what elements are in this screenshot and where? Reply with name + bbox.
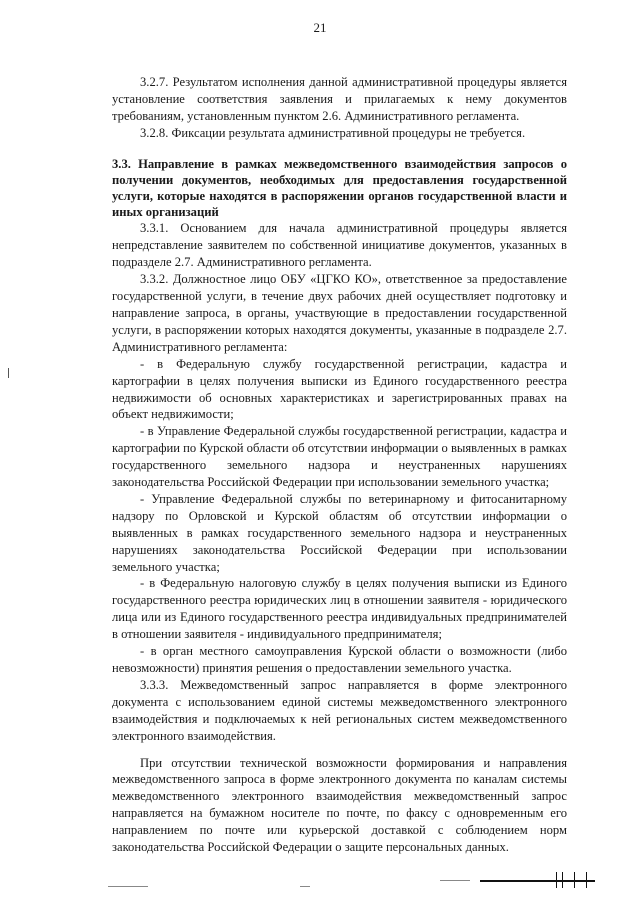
section-heading-3-3: 3.3. Направление в рамках межведомственного взаимодействия запросов о получении документов, необходимых для предоставления государственной услуги, которые находятся в распоряжении органов государственной власти и иных организаций [112, 156, 567, 220]
paragraph-no-technical-possibility: При отсутствии технической возможности формирования и направления межведомственного запроса в форме электронного документа по каналам системы межведомственного электронного взаимодействия межведомственный запрос направляется на бумажном носителе по почте, по факсу с одновременным его направлением по почте или курьерской доставкой с соблюдением норм законодательства Российской Федерации о защите персональных данных. [112, 755, 567, 855]
scan-margin-mark [8, 368, 9, 378]
scan-edge-rule [480, 880, 595, 882]
scan-artifact-left [108, 886, 148, 887]
list-item-local-government: - в орган местного самоуправления Курской области о возможности (либо невозможности) принятия решения о предоставлении земельного участка. [112, 644, 567, 675]
paragraph-3-3-1: 3.3.1. Основанием для начала административной процедуры является непредставление заявителем по собственной инициативе документов, указанных в подразделе 2.7. Административного регламента. [112, 221, 567, 270]
document-body [112, 74, 567, 856]
list-item-tax-service: - в Федеральную налоговую службу в целях получения выписки из Единого государственного реестра юридических лиц в отношении заявителя - юридического лица или из Единого государственного реестра индивидуальных предпринимателей в отношении заявителя - индивидуального предпринимателя; [112, 576, 567, 642]
paragraph-3-3-2: 3.3.2. Должностное лицо ОБУ «ЦГКО КО», ответственное за предоставление государственной услуги, в течение двух рабочих дней осуществляет подготовку и направление запроса, в органы, участвующие в предоставлении государственной услуги, в распоряжении которых находятся документы, указанные в подразделе 2.7. Административного регламента: [112, 272, 567, 354]
paragraph-3-3-3: 3.3.3. Межведомственный запрос направляется в форме электронного документа с использованием единой системы межведомственного электронного взаимодействия и подключаемых к ней региональных систем межведомственного электронного взаимодействия. [112, 677, 567, 743]
paragraph-3-2-8: 3.2.8. Фиксации результата административной процедуры не требуется. [140, 125, 526, 140]
list-item-rosreestr: - в Федеральную службу государственной регистрации, кадастра и картографии в целях получения выписки из Единого государственного реестра недвижимости об основных характеристиках и зарегистрированных правах на объект недвижимости; [112, 356, 567, 422]
paragraph-3-2-7: 3.2.7. Результатом исполнения данной административной процедуры является установление соответствия заявления и прилагаемых к нему документов требованиям, установленным пунктом 2.6. Административного регламента. [112, 75, 567, 123]
page-number: 21 [313, 20, 327, 35]
scan-artifact-right [440, 880, 470, 881]
list-item-rosreestr-kursk: - в Управление Федеральной службы государственной регистрации, кадастра и картографии по Курской области об отсутствии информации о выявленных в рамках государственного земельного надзора и неустраненных нарушениях законодательства Российской Федерации при использовании земельного участка; [112, 424, 567, 490]
scan-artifact-center [300, 886, 310, 887]
list-item-rosselkhoznadzor: - Управление Федеральной службы по ветеринарному и фитосанитарному надзору по Орловской и Курской областям об отсутствии информации о выявленных в рамках государственного земельного надзора и неустраненных нарушениях законодательства Российской Федерации при использовании земельного участка; [112, 491, 567, 574]
